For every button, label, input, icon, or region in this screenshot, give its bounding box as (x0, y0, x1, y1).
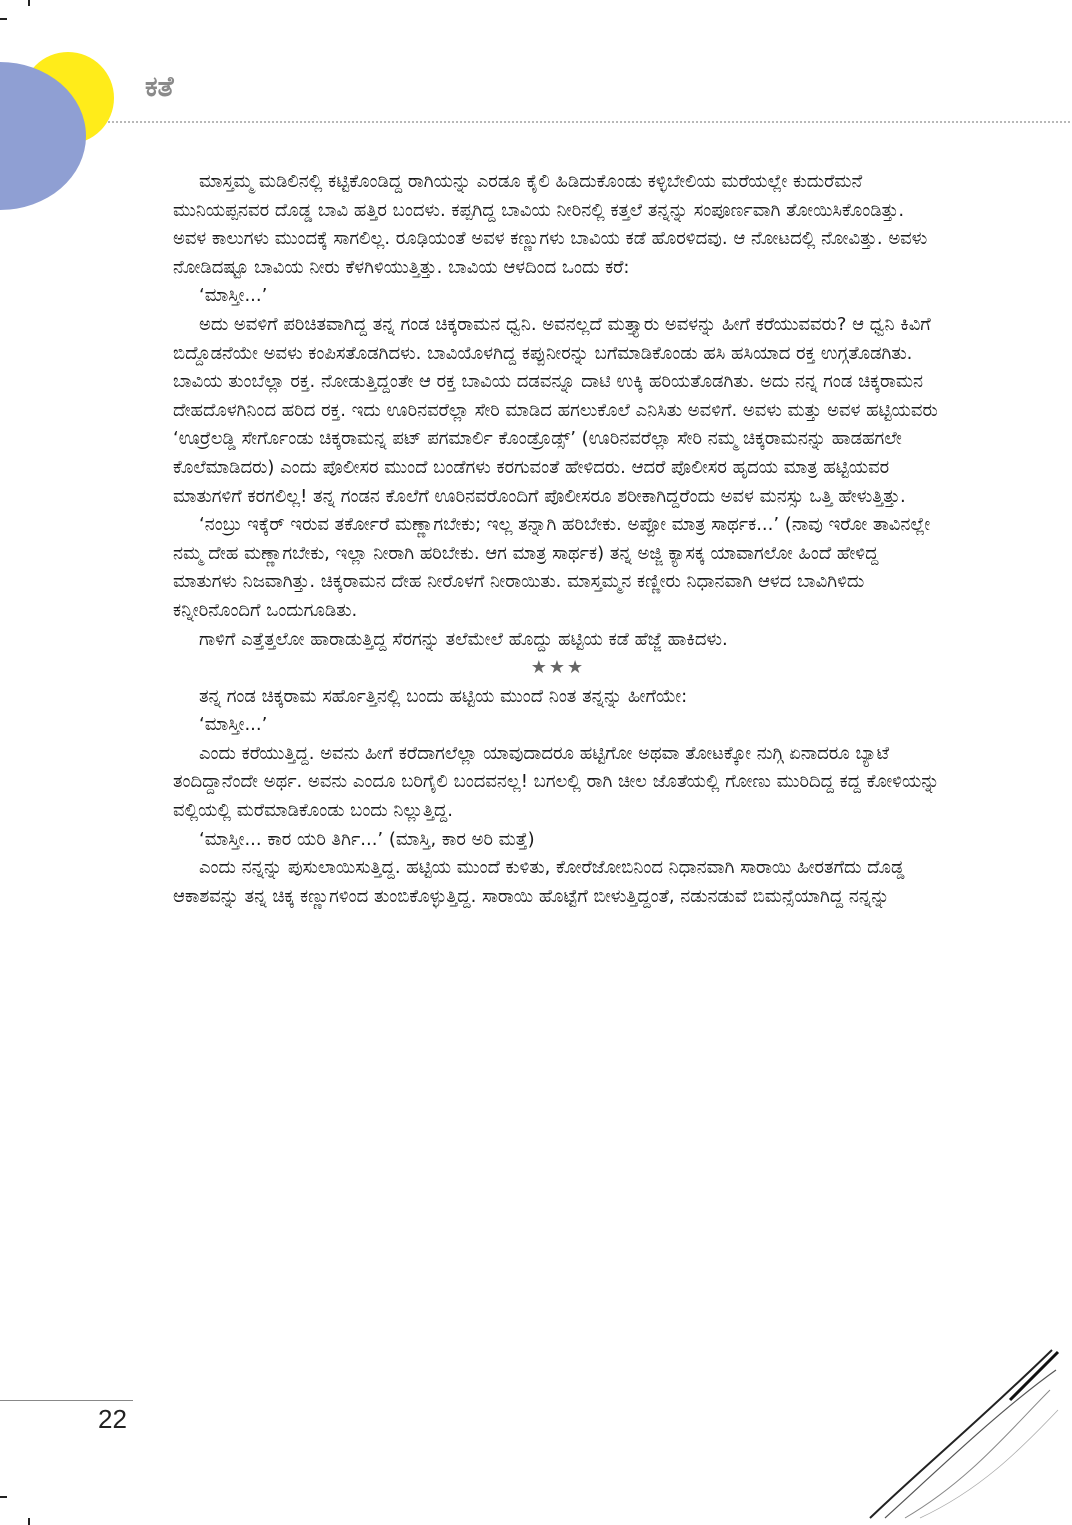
header-dotted-rule (108, 121, 1070, 123)
crop-mark-left-top (0, 18, 7, 20)
footer-rule (0, 1400, 133, 1401)
story-paragraph: ‘ನಂಬ್ರು ಇಕ್ಕೆರ್ ಇರುವ ತರ್ಕೋರೆ ಮಣ್ಣಾಗಬೇಕು; ಇಲ್ಲ ತನ್ನಾಗಿ ಹರಿಬೇಕು. ಅಪ್ಪೋ ಮಾತ್ರ ಸಾರ್ಥಕ...’ (ನಾವು ಇರೋ ತಾವಿನಲ್ಲೇ ನಮ್ಮ ದೇಹ ಮಣ್ಣಾಗಬೇಕು, ಇಲ್ಲಾ ನೀರಾಗಿ ಹರಿಬೇಕು. ಆಗ ಮಾತ್ರ ಸಾರ್ಥಕ) ತನ್ನ ಅಜ್ಜಿ ಕ್ಯಾಸಕ್ಕ ಯಾವಾಗಲೋ ಹಿಂದೆ ಹೇಳಿದ್ದ ಮಾತುಗಳು ನಿಜವಾಗಿತ್ತು. ಚಿಕ್ಕರಾಮನ ದೇಹ ನೀರೊಳಗೆ ನೀರಾಯಿತು. ಮಾಸ್ತಮ್ಮನ ಕಣ್ಣೀರು ನಿಧಾನವಾಗಿ ಆಳದ ಬಾವಿಗಿಳಿದು ಕನ್ನೀರಿನೊಂದಿಗೆ ಒಂದುಗೂಡಿತು. (173, 514, 931, 621)
decorative-swoosh-lines (860, 1340, 1060, 1520)
story-body (173, 168, 943, 911)
story-paragraph: ತನ್ನ ಗಂಡ ಚಿಕ್ಕರಾಮ ಸರ್ಹೊತ್ತಿನಲ್ಲಿ ಬಂದು ಹಟ್ಟಿಯ ಮುಂದೆ ನಿಂತ ತನ್ನನ್ನು ಹೀಗೆಯೇ: (199, 685, 688, 707)
story-paragraph: ಎಂದು ಕರೆಯುತ್ತಿದ್ದ. ಅವನು ಹೀಗೆ ಕರೆದಾಗಲೆಲ್ಲಾ ಯಾವುದಾದರೂ ಹಟ್ಟಿಗೋ ಅಥವಾ ತೋಟಕ್ಕೋ ನುಗ್ಗಿ ಏನಾದರೂ ಬ್ಯಾಟೆ ತಂದಿದ್ದಾನೆಂದೇ ಅರ್ಥ. ಅವನು ಎಂದೂ ಬರಿಗೈಲಿ ಬಂದವನಲ್ಲ! ಬಗಲಲ್ಲಿ ರಾಗಿ ಚೀಲ ಜೊತೆಯಲ್ಲಿ ಗೋಣು ಮುರಿದಿದ್ದ ಕದ್ದ ಕೋಳಿಯನ್ನು ವಲ್ಲಿಯಲ್ಲಿ ಮರೆಮಾಡಿಕೊಂಡು ಬಂದು ನಿಲ್ಲುತ್ತಿದ್ದ. (173, 742, 940, 822)
page-number: 22 (98, 1404, 127, 1434)
story-paragraph: ‘ಮಾಸ್ತೀ... ಕಾರ ಯರಿ ತಿರ್ಗಿ...’ (ಮಾಸ್ತಿ, ಕಾರ ಅರಿ ಮತ್ತೆ) (199, 828, 535, 850)
story-paragraph: ಅದು ಅವಳಿಗೆ ಪರಿಚಿತವಾಗಿದ್ದ ತನ್ನ ಗಂಡ ಚಿಕ್ಕರಾಮನ ಧ್ವನಿ. ಅವನಲ್ಲದೆ ಮತ್ತ್ಯಾರು ಅವಳನ್ನು ಹೀಗೆ ಕರೆಯುವವರು? ಆ ಧ್ವನಿ ಕಿವಿಗೆ ಬಿದ್ದೊಡನೆಯೇ ಅವಳು ಕಂಪಿಸತೊಡಗಿದಳು. ಬಾವಿಯೊಳಗಿದ್ದ ಕಪ್ಪುನೀರನ್ನು ಬಗೆಮಾಡಿಕೊಂಡು ಹಸಿ ಹಸಿಯಾದ ರಕ್ತ ಉಗ್ಗತೊಡಗಿತು. ಬಾವಿಯ ತುಂಬೆಲ್ಲಾ ರಕ್ತ. ನೋಡುತ್ತಿದ್ದಂತೇ ಆ ರಕ್ತ ಬಾವಿಯ ದಡವನ್ನೂ ದಾಟಿ ಉಕ್ಕಿ ಹರಿಯತೊಡಗಿತು. ಅದು ನನ್ನ ಗಂಡ ಚಿಕ್ಕರಾಮನ ದೇಹದೊಳಗಿನಿಂದ ಹರಿದ ರಕ್ತ. ಇದು ಊರಿನವರೆಲ್ಲಾ ಸೇರಿ ಮಾಡಿದ ಹಗಲುಕೊಲೆ ಎನಿಸಿತು ಅವಳಿಗೆ. ಅವಳು ಮತ್ತು ಅವಳ ಹಟ್ಟಿಯವರು ‘ಊರ್ರೆಲಡ್ಡಿ ಸೇರ್ಗೊಂಡು ಚಿಕ್ಕರಾಮನ್ನ ಪಟ್ ಪಗಮಾರ್ಲಿ ಕೊಂಡ್ರೊಡ್ಸ್’ (ಊರಿನವರೆಲ್ಲಾ ಸೇರಿ ನಮ್ಮ ಚಿಕ್ಕರಾಮನನ್ನು ಹಾಡಹಗಲೇ ಕೊಲೆಮಾಡಿದರು) ಎಂದು ಪೊಲೀಸರ ಮುಂದೆ ಬಂಡೆಗಳು ಕರಗುವಂತೆ ಹೇಳಿದರು. ಆದರೆ ಪೊಲೀಸರ ಹೃದಯ ಮಾತ್ರ ಹಟ್ಟಿಯವರ ಮಾತುಗಳಿಗೆ ಕರಗಲಿಲ್ಲ! ತನ್ನ ಗಂಡನ ಕೊಲೆಗೆ ಊರಿನವರೊಂದಿಗೆ ಪೊಲೀಸರೂ ಶರೀಕಾಗಿದ್ದರೆಂದು ಅವಳ ಮನಸ್ಸು ಒತ್ತಿ ಹೇಳುತ್ತಿತ್ತು. (173, 313, 938, 507)
crop-mark-bottom-left (28, 1518, 30, 1525)
section-separator-stars: ★★★ (530, 657, 586, 679)
section-title: ಕತೆ (145, 70, 174, 103)
story-paragraph: ಎಂದು ನನ್ನನ್ನು ಪುಸುಲಾಯಿಸುತ್ತಿದ್ದ. ಹಟ್ಟಿಯ ಮುಂದೆ ಕುಳಿತು, ಕೋರೆಜೋಬಿನಿಂದ ನಿಧಾನವಾಗಿ ಸಾರಾಯಿ ಹೀರತಗೆದು ದೊಡ್ಡ ಆಕಾಶವನ್ನು ತನ್ನ ಚಿಕ್ಕ ಕಣ್ಣುಗಳಿಂದ ತುಂಬಿಕೊಳ್ಳುತ್ತಿದ್ದ. ಸಾರಾಯಿ ಹೊಟ್ಟೆಗೆ ಬೀಳುತ್ತಿದ್ದಂತೆ, ನಡುನಡುವೆ ಬಿಮನ್ಸೆಯಾಗಿದ್ದ ನನ್ನನ್ನು (173, 857, 905, 907)
crop-mark-left-bottom (0, 1496, 7, 1498)
story-paragraph: ‘ಮಾಸ್ತೀ...’ (199, 285, 268, 307)
story-paragraph: ಗಾಳಿಗೆ ಎತ್ತೆತ್ತಲೋ ಹಾರಾಡುತ್ತಿದ್ದ ಸೆರಗನ್ನು ತಲೆಮೇಲೆ ಹೊದ್ದು ಹಟ್ಟಿಯ ಕಡೆ ಹೆಜ್ಜೆ ಹಾಕಿದಳು. (199, 628, 728, 650)
crop-mark-top-left (28, 0, 30, 6)
story-paragraph: ಮಾಸ್ತಮ್ಮ ಮಡಿಲಿನಲ್ಲಿ ಕಟ್ಟಿಕೊಂಡಿದ್ದ ರಾಗಿಯನ್ನು ಎರಡೂ ಕೈಲಿ ಹಿಡಿದುಕೊಂಡು ಕಳ್ಳಿಬೇಲಿಯ ಮರೆಯಲ್ಲೇ ಕುದುರೆಮನೆ ಮುನಿಯಪ್ಪನವರ ದೊಡ್ಡ ಬಾವಿ ಹತ್ತಿರ ಬಂದಳು. ಕಪ್ಪಗಿದ್ದ ಬಾವಿಯ ನೀರಿನಲ್ಲಿ ಕತ್ತಲೆ ತನ್ನನ್ನು ಸಂಪೂರ್ಣವಾಗಿ ತೋಯಿಸಿಕೊಂಡಿತ್ತು. ಅವಳ ಕಾಲುಗಳು ಮುಂದಕ್ಕೆ ಸಾಗಲಿಲ್ಲ. ರೂಢಿಯಂತೆ ಅವಳ ಕಣ್ಣುಗಳು ಬಾವಿಯ ಕಡೆ ಹೊರಳಿದವು. ಆ ನೋಟದಲ್ಲಿ ನೋವಿತ್ತು. ಅವಳು ನೋಡಿದಷ್ಟೂ ಬಾವಿಯ ನೀರು ಕೆಳಗಿಳಿಯುತ್ತಿತ್ತು. ಬಾವಿಯ ಆಳದಿಂದ ಒಂದು ಕರೆ: (173, 171, 928, 278)
story-paragraph: ‘ಮಾಸ್ತೀ...’ (199, 714, 268, 736)
